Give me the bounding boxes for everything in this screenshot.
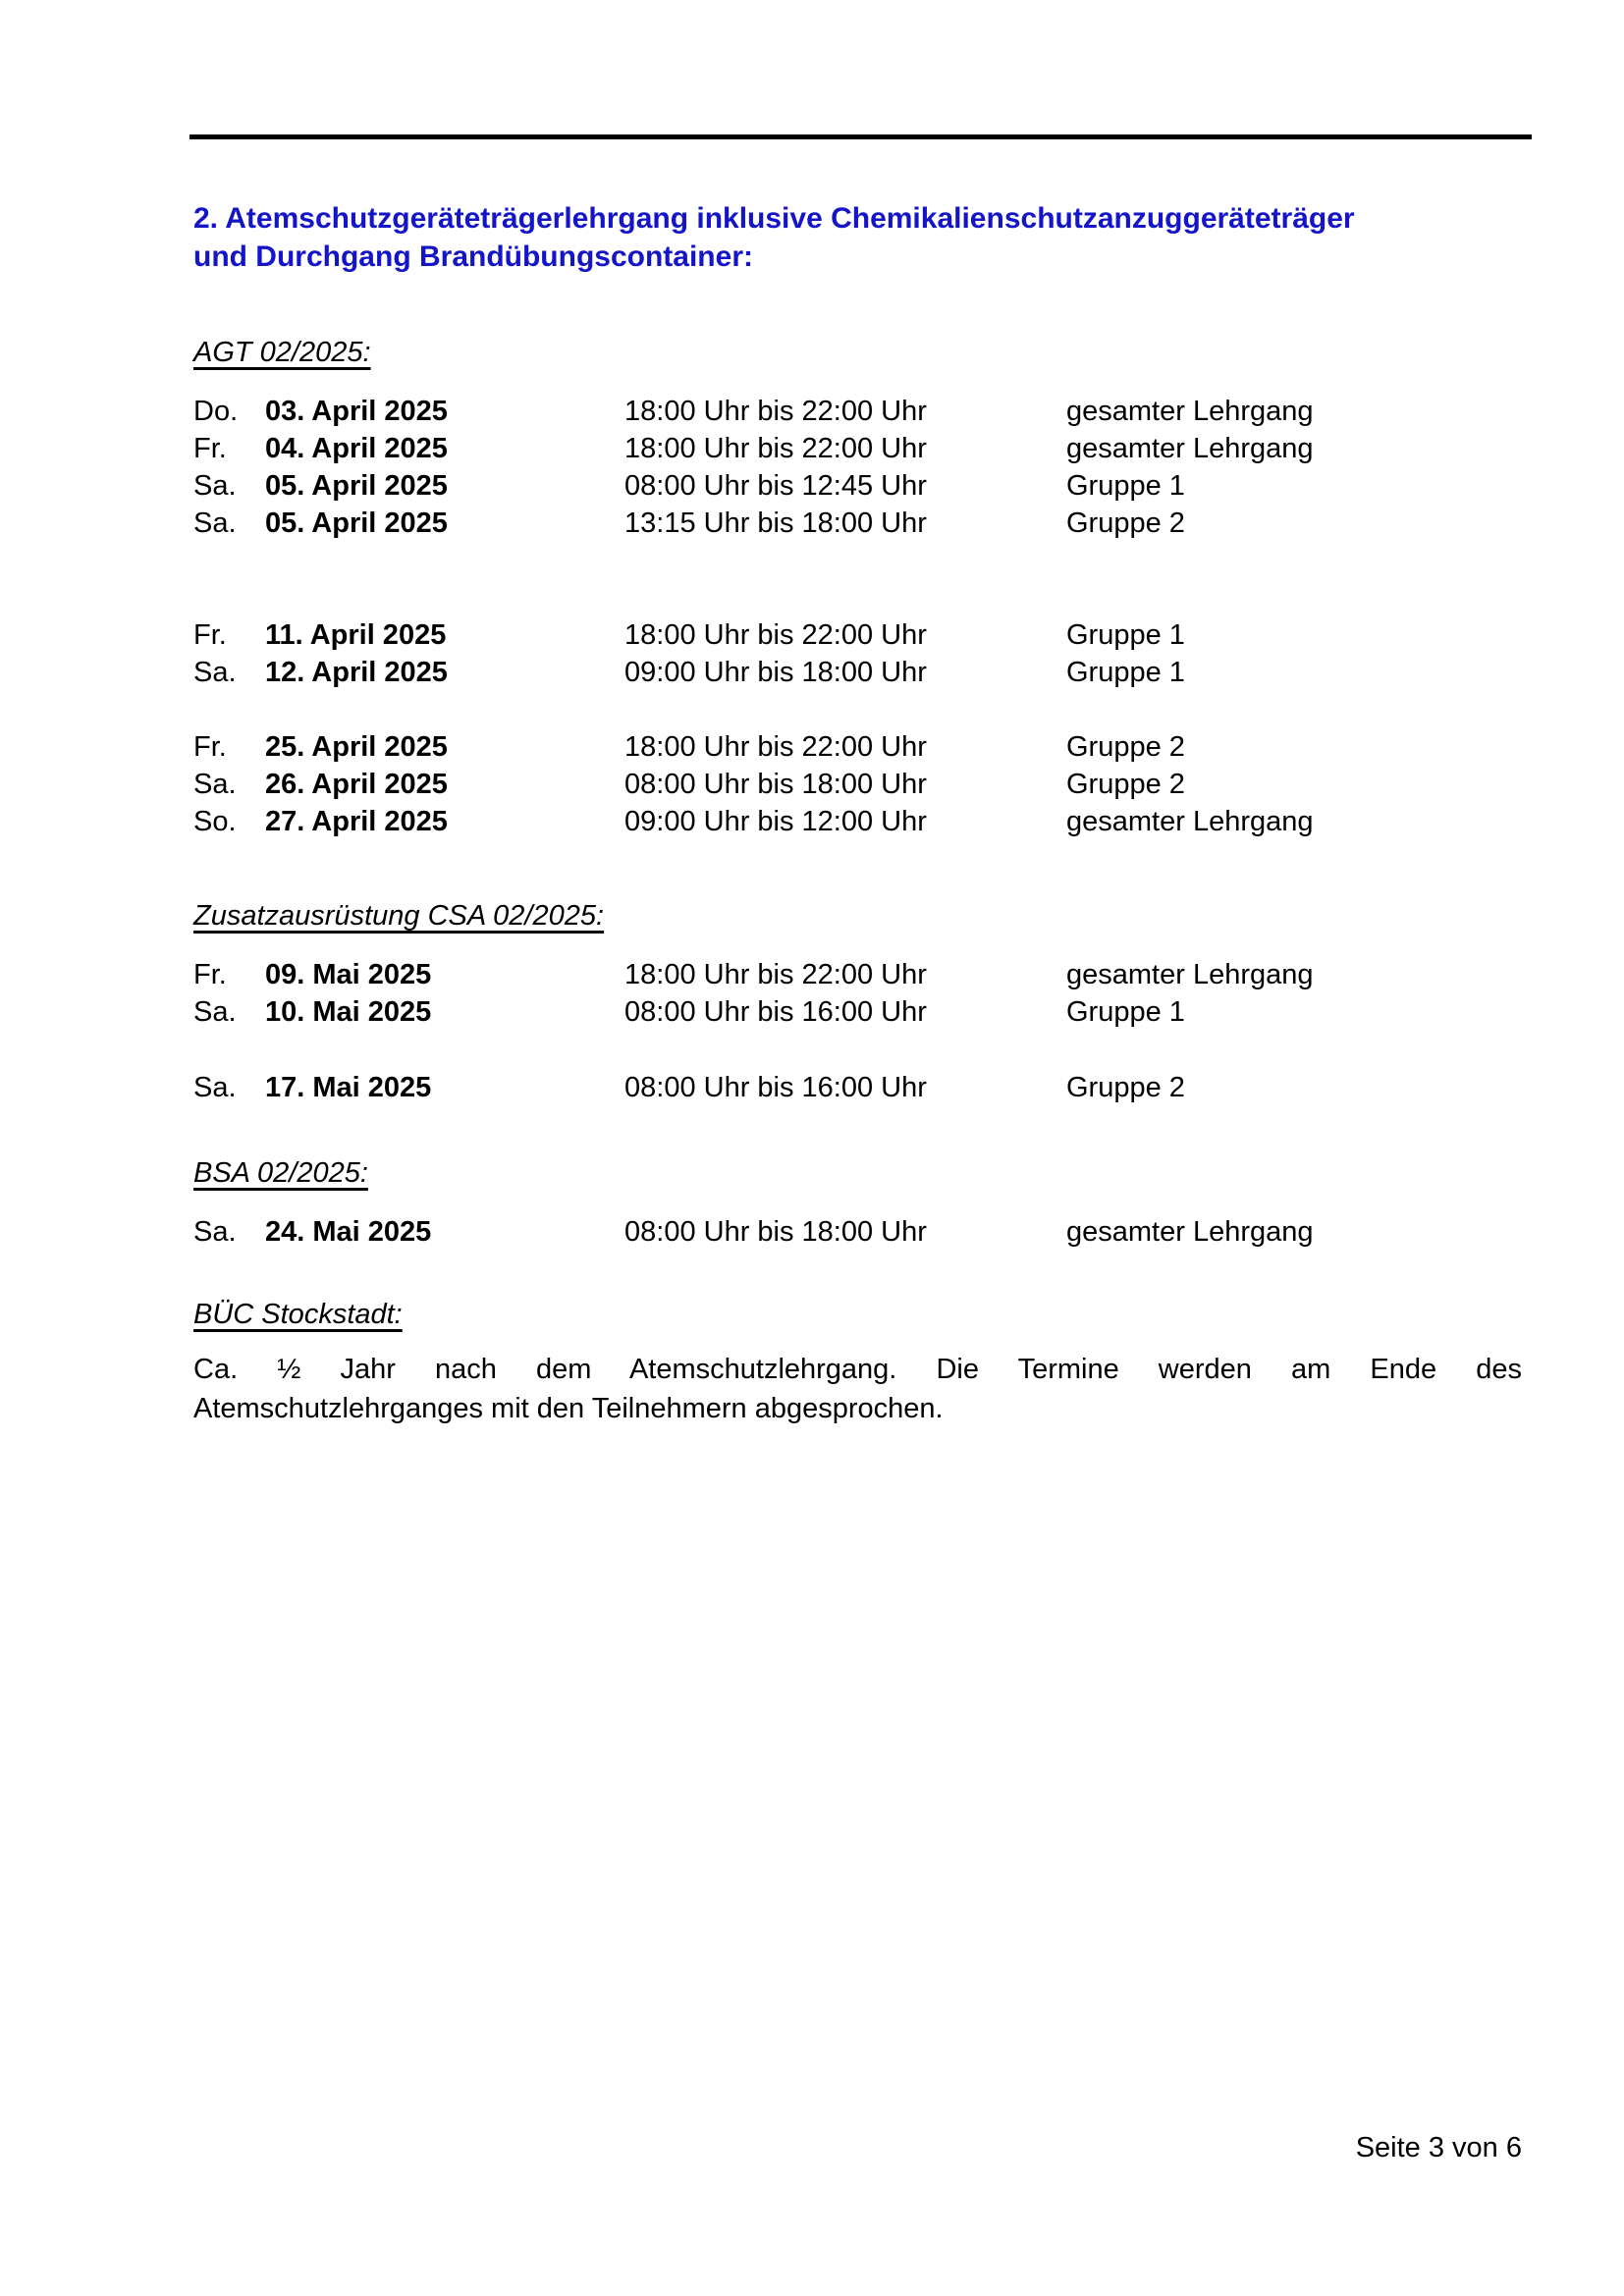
schedule-row <box>193 956 1522 993</box>
row-date: 05. April 2025 <box>265 470 448 502</box>
row-time: 08:00 Uhr bis 16:00 Uhr <box>624 1072 927 1103</box>
row-group <box>193 393 1522 542</box>
row-time: 18:00 Uhr bis 22:00 Uhr <box>624 619 927 651</box>
section-heading: BSA 02/2025: <box>193 1157 368 1189</box>
row-group-label: Gruppe 2 <box>1066 507 1185 539</box>
document-title-line2: und Durchgang Brandübungscontainer: <box>193 240 753 273</box>
row-date: 11. April 2025 <box>265 619 447 651</box>
section-heading: AGT 02/2025: <box>193 337 371 368</box>
row-time: 18:00 Uhr bis 22:00 Uhr <box>624 396 927 427</box>
row-group-label: gesamter Lehrgang <box>1066 396 1314 427</box>
row-time: 09:00 Uhr bis 12:00 Uhr <box>624 806 927 837</box>
row-group <box>193 728 1522 840</box>
document-title <box>193 199 1522 276</box>
schedule-row <box>193 393 1522 430</box>
row-day: So. <box>193 806 237 837</box>
schedule-section <box>193 1154 1522 1251</box>
row-time: 08:00 Uhr bis 18:00 Uhr <box>624 1216 927 1248</box>
row-time: 18:00 Uhr bis 22:00 Uhr <box>624 959 927 990</box>
page-number: Seite 3 von 6 <box>1355 2132 1522 2163</box>
note-paragraph-line1: Ca. ½ Jahr nach dem Atemschutzlehrgang. Die Termine werden am Ende des <box>193 1354 1522 1385</box>
note-paragraph-line2: Atemschutzlehrganges mit den Teilnehmern abgesprochen. <box>193 1393 944 1424</box>
schedule-row <box>193 1069 1522 1106</box>
page-content <box>193 0 1522 1428</box>
row-group-label: Gruppe 1 <box>1066 996 1185 1028</box>
note-section <box>193 1296 1522 1428</box>
schedule-row <box>193 803 1522 840</box>
row-group-label: Gruppe 2 <box>1066 769 1185 800</box>
row-date: 04. April 2025 <box>265 433 448 464</box>
schedule-row <box>193 505 1522 542</box>
row-day: Sa. <box>193 1072 237 1103</box>
row-time: 08:00 Uhr bis 16:00 Uhr <box>624 996 927 1028</box>
row-date: 10. Mai 2025 <box>265 996 432 1028</box>
row-group-label: Gruppe 2 <box>1066 731 1185 763</box>
schedule-row <box>193 616 1522 654</box>
row-group-label: Gruppe 1 <box>1066 619 1185 651</box>
note-paragraph <box>193 1350 1522 1428</box>
row-group-label: gesamter Lehrgang <box>1066 1216 1314 1248</box>
schedule-row <box>193 467 1522 505</box>
row-group-label: gesamter Lehrgang <box>1066 806 1314 837</box>
row-day: Sa. <box>193 657 237 688</box>
row-day: Sa. <box>193 507 237 539</box>
schedule-row <box>193 1213 1522 1251</box>
row-groups <box>193 1213 1522 1251</box>
row-day: Sa. <box>193 769 237 800</box>
row-date: 27. April 2025 <box>265 806 448 837</box>
row-day: Fr. <box>193 433 227 464</box>
row-time: 18:00 Uhr bis 22:00 Uhr <box>624 731 927 763</box>
schedule-row <box>193 766 1522 803</box>
schedule-sections <box>193 334 1522 1251</box>
row-group-label: Gruppe 2 <box>1066 1072 1185 1103</box>
row-group <box>193 616 1522 691</box>
row-groups <box>193 393 1522 840</box>
row-time: 08:00 Uhr bis 12:45 Uhr <box>624 470 927 502</box>
row-day: Sa. <box>193 996 237 1028</box>
row-date: 26. April 2025 <box>265 769 448 800</box>
schedule-row <box>193 728 1522 766</box>
row-day: Do. <box>193 396 239 427</box>
schedule-row <box>193 430 1522 467</box>
schedule-row <box>193 654 1522 691</box>
row-date: 09. Mai 2025 <box>265 959 432 990</box>
row-day: Fr. <box>193 731 227 763</box>
row-group <box>193 956 1522 1031</box>
row-date: 25. April 2025 <box>265 731 448 763</box>
row-time: 09:00 Uhr bis 18:00 Uhr <box>624 657 927 688</box>
row-date: 05. April 2025 <box>265 507 448 539</box>
row-date: 03. April 2025 <box>265 396 448 427</box>
document-title-line1: 2. Atemschutzgeräteträgerlehrgang inklusive Chemikalienschutzanzuggeräteträger <box>193 202 1355 235</box>
row-group <box>193 1069 1522 1106</box>
schedule-row <box>193 993 1522 1031</box>
schedule-section <box>193 334 1522 840</box>
row-date: 12. April 2025 <box>265 657 448 688</box>
row-group-label: gesamter Lehrgang <box>1066 959 1314 990</box>
row-day: Sa. <box>193 470 237 502</box>
row-group-label: gesamter Lehrgang <box>1066 433 1314 464</box>
row-date: 24. Mai 2025 <box>265 1216 432 1248</box>
row-date: 17. Mai 2025 <box>265 1072 432 1103</box>
row-day: Fr. <box>193 619 227 651</box>
section-heading: BÜC Stockstadt: <box>193 1299 403 1330</box>
section-heading: Zusatzausrüstung CSA 02/2025: <box>193 900 605 932</box>
row-time: 08:00 Uhr bis 18:00 Uhr <box>624 769 927 800</box>
row-day: Sa. <box>193 1216 237 1248</box>
row-group-label: Gruppe 1 <box>1066 470 1185 502</box>
row-groups <box>193 956 1522 1106</box>
schedule-section <box>193 897 1522 1106</box>
row-time: 13:15 Uhr bis 18:00 Uhr <box>624 507 927 539</box>
row-group <box>193 1213 1522 1251</box>
row-time: 18:00 Uhr bis 22:00 Uhr <box>624 433 927 464</box>
row-day: Fr. <box>193 959 227 990</box>
row-group-label: Gruppe 1 <box>1066 657 1185 688</box>
